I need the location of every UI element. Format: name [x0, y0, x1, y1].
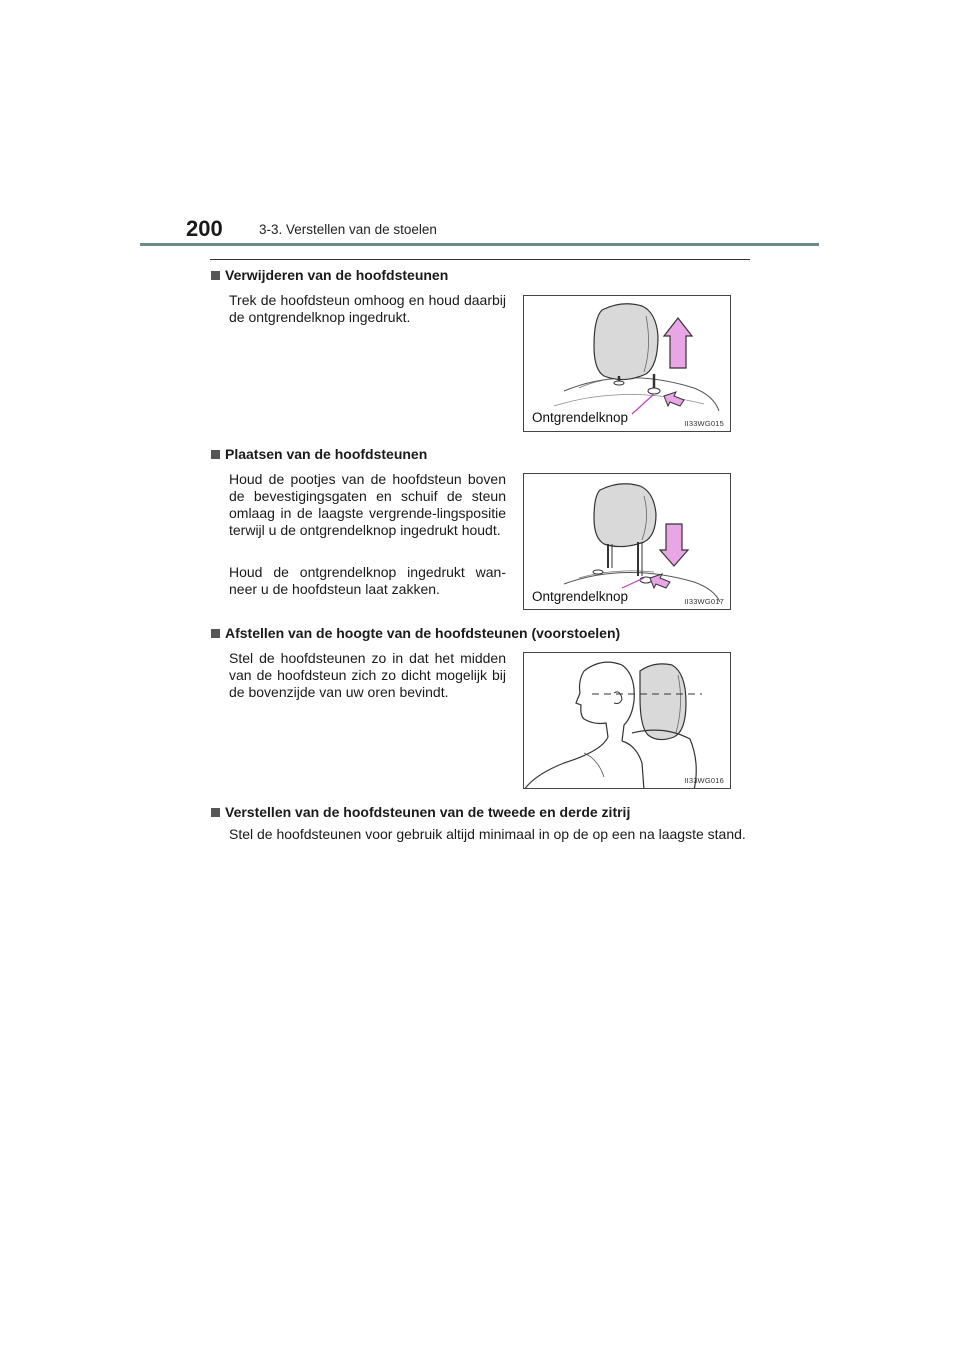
figure-code: II33WG015: [684, 419, 724, 428]
section-heading-install: [211, 446, 427, 462]
square-bullet-icon: [211, 808, 220, 817]
paragraph-rear-rows: Stel de hoofdsteunen voor gebruik altijd minimaal in op de op een na laagste stand.: [229, 826, 746, 842]
square-bullet-icon: [211, 629, 220, 638]
figure-headrest-installation: [523, 473, 731, 610]
paragraph-adjust-front: Stel de hoofdsteunen zo in dat het midden van de hoofdsteun zich zo dicht mogelijk bij de bovenzijde van uw oren bevindt.: [229, 650, 506, 700]
section-heading-adjust-front: [211, 625, 620, 641]
heading-text: Verstellen van de hoofdsteunen van de tweede en derde zitrij: [225, 804, 631, 820]
heading-text: Plaatsen van de hoofdsteunen: [225, 446, 428, 462]
page-number: 200: [186, 216, 223, 241]
square-bullet-icon: [211, 271, 220, 280]
header-rule: [140, 243, 819, 246]
paragraph-install-1: Houd de pootjes van de hoofdsteun boven de bevestigingsgaten en schuif de steun omlaag in de laagste vergrende-lingspositie terwijl u de ontgrendelknop ingedrukt houdt.: [229, 471, 506, 538]
heading-text: Afstellen van de hoogte van de hoofdsteunen (voorstoelen): [225, 625, 621, 641]
figure-label: Ontgrendelknop: [532, 589, 629, 604]
figure-code: II33WG016: [684, 776, 724, 785]
figure-label: Ontgrendelknop: [532, 410, 629, 425]
section-heading-rear-rows: [211, 804, 630, 820]
square-bullet-icon: [211, 450, 220, 459]
paragraph-remove: Trek de hoofdsteun omhoog en houd daarbij de ontgrendelknop ingedrukt.: [229, 292, 506, 325]
section-divider: [210, 259, 750, 260]
figure-headrest-removal: [523, 295, 731, 432]
figure-headrest-height: [523, 652, 731, 789]
chapter-title: 3-3. Verstellen van de stoelen: [259, 222, 437, 237]
headrest-height-person-illustration: [524, 653, 731, 789]
figure-code: II33WG017: [684, 597, 724, 606]
section-heading-remove: [211, 267, 448, 283]
heading-text: Verwijderen van de hoofdsteunen: [225, 267, 449, 283]
paragraph-install-2: Houd de ontgrendelknop ingedrukt wan-neer u de hoofdsteun laat zakken.: [229, 564, 506, 597]
